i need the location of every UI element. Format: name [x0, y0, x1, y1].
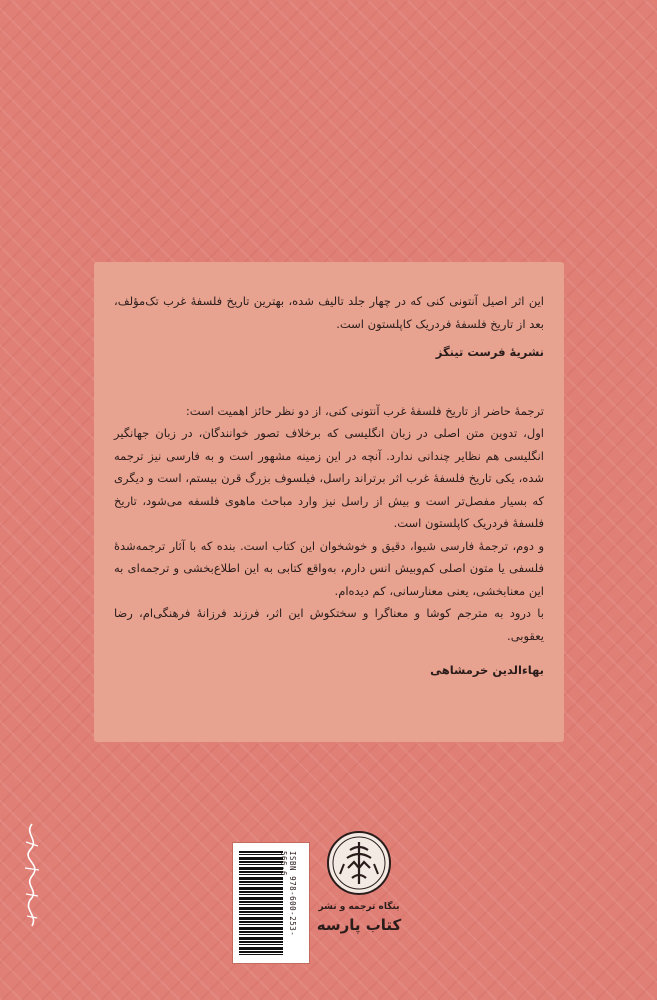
intro-paragraph-3: و دوم، ترجمهٔ فارسی شیوا، دقیق و خوشخوان این کتاب است. بنده که با آثار ترجمه‌شدهٔ فلسفی یا متون اصلی کم‌وبیش انس دارم، به‌واقع کتابی به این اطلاع‌بخشی و ترجمه‌ای به این معنابخشی، یعنی معنارسانی، کم دیده‌ام. [114, 538, 544, 598]
intro-paragraph-4: با درود به مترجم کوشا و معناگرا و سختکوش این اثر، فرزند فرزانهٔ فرهنگی‌ام، رضا یعقوبی. [114, 606, 544, 643]
spacer [114, 364, 544, 400]
intro-author: بهاءالدین خرمشاهی [430, 663, 544, 677]
barcode-bars [239, 851, 283, 955]
review-quote: این اثر اصیل آنتونی کنی که در چهار جلد تالیف شده، بهترین تاریخ فلسفهٔ غرب تک‌مؤلف، بعد از تاریخ فلسفهٔ فردریک کاپلستون است. [114, 294, 544, 331]
publisher-name-line1: بنگاه ترجمه و نشر [318, 902, 400, 912]
publisher-logo-icon [326, 830, 392, 896]
isbn-number: ISBN 978-600-253-566-6 [279, 851, 297, 937]
intro-paragraph-1: ترجمهٔ حاضر از تاریخ فلسفهٔ غرب آنتونی کنی، از دو نظر حائز اهمیت است: [185, 403, 544, 418]
barcode [232, 842, 310, 964]
signature-icon [20, 820, 44, 930]
intro-paragraph-2: اول، تدوین متن اصلی در زبان انگلیسی که برخلاف تصور خوانندگان، در زبان جهانگیر انگلیسی هم نظایر چندانی ندارد. آنچه در این زمینه مشهور است و به فارسی نیز ترجمه شده، یکی تاریخ فلسفهٔ غرب اثر برتراند راسل، فیلسوف بزرگ قرن بیستم، است و دیگری که بسیار مفصل‌تر است و بیش از راسل نیز وارد مباحث ماهوی فلسفه می‌شود، تاریخ فلسفهٔ فردریک کاپلستون است. [114, 426, 544, 530]
publisher-name-line2: کتاب پارسه [316, 916, 402, 934]
spacer [114, 647, 544, 653]
review-source: نشریهٔ فرست تینگز [435, 345, 544, 359]
back-cover-text [114, 290, 544, 682]
